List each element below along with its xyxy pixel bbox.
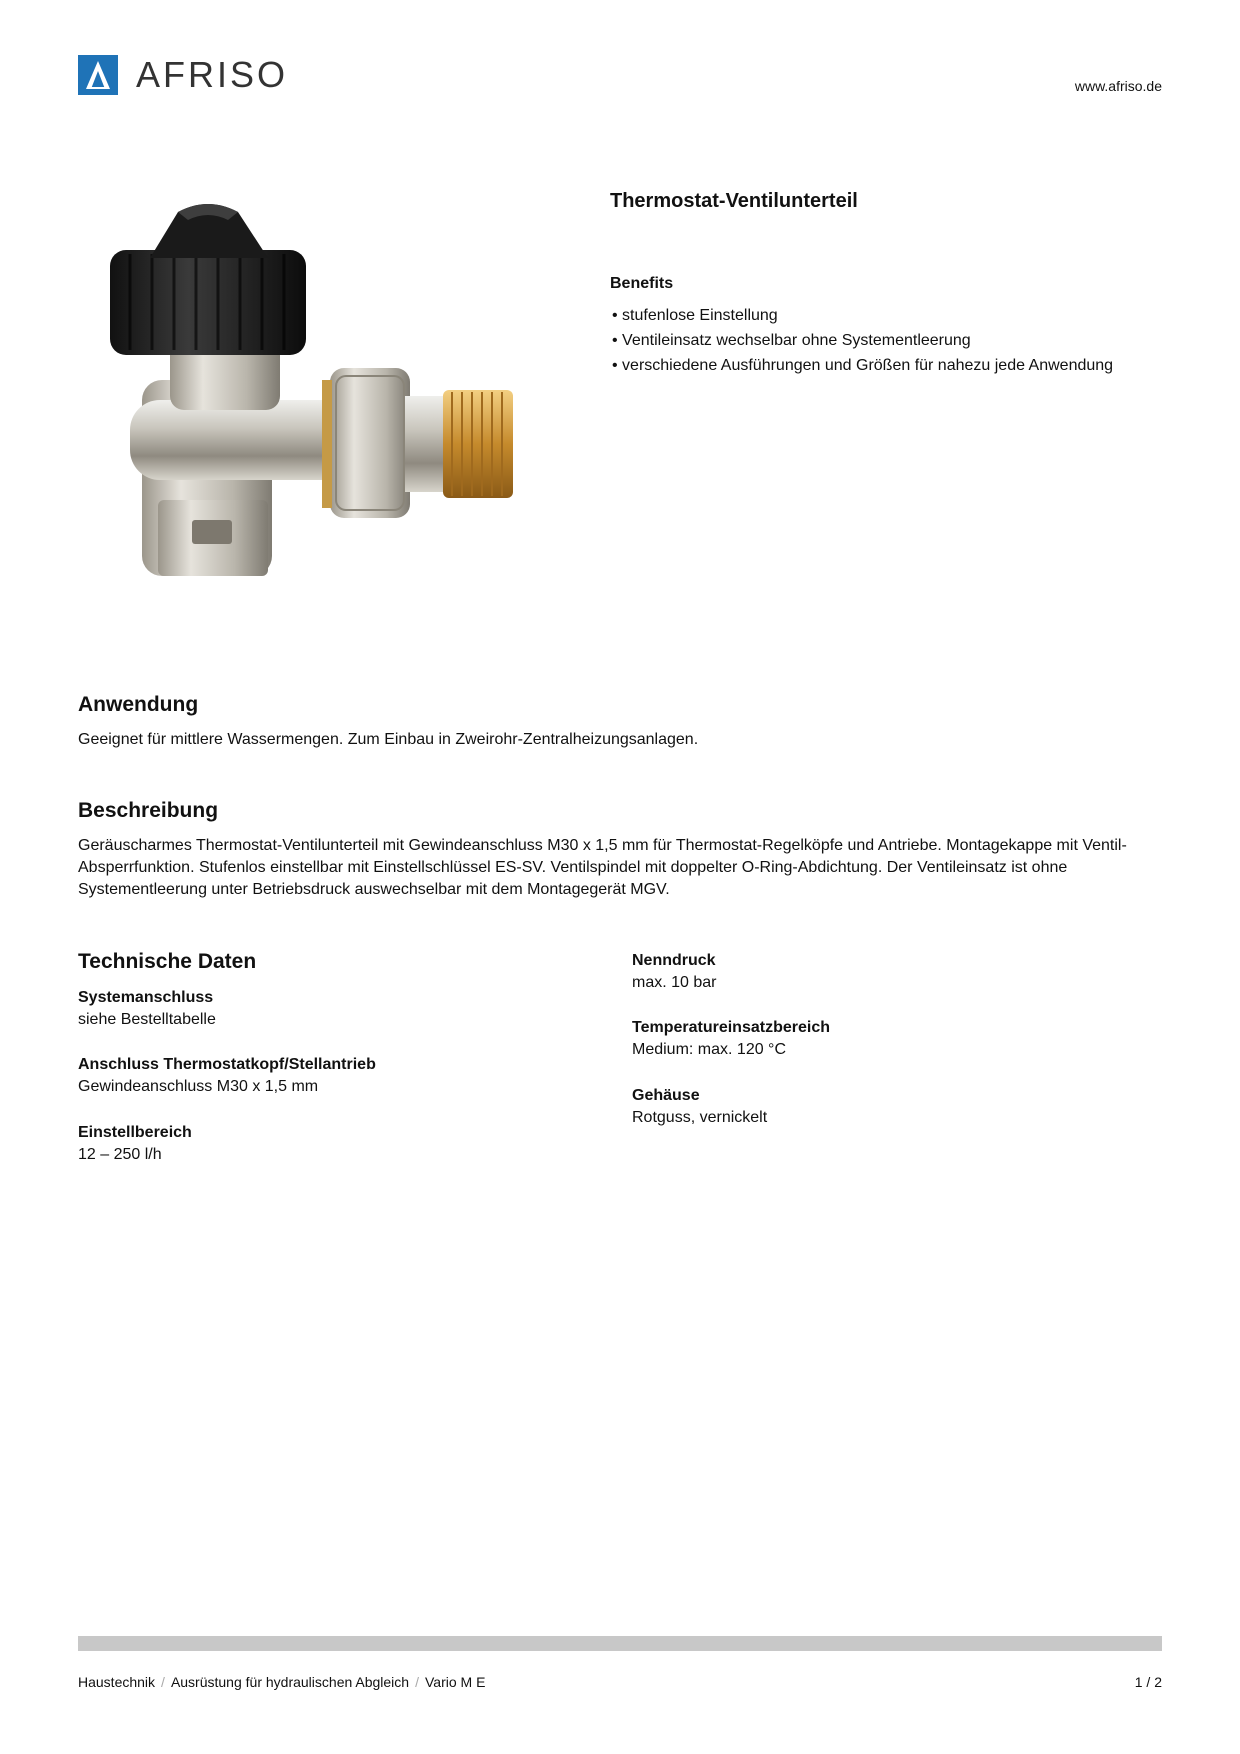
- product-photo: [100, 200, 540, 600]
- page-number: 1 / 2: [1134, 1674, 1162, 1690]
- spec-label: Anschluss Thermostatkopf/Stellantrieb: [78, 1056, 376, 1073]
- spec-value: max. 10 bar: [632, 974, 717, 991]
- spec-anschluss-thermostatkopf: [78, 1054, 376, 1098]
- anwendung-heading: Anwendung: [78, 693, 199, 716]
- beschreibung-heading: Beschreibung: [78, 799, 219, 822]
- breadcrumb-separator: /: [415, 1674, 419, 1690]
- spec-value: siehe Bestelltabelle: [78, 1011, 216, 1028]
- spec-temperatureinsatzbereich: [632, 1017, 830, 1061]
- spec-label: Systemanschluss: [78, 989, 214, 1006]
- website-url[interactable]: www.afriso.de: [1074, 78, 1162, 94]
- breadcrumb: [78, 1674, 485, 1690]
- benefits-list: [612, 303, 1113, 378]
- spec-label: Temperatureinsatzbereich: [632, 1019, 830, 1036]
- logo-wordmark: AFRISO: [136, 54, 289, 95]
- spec-gehaeuse: [632, 1085, 767, 1129]
- anwendung-text: Geeignet für mittlere Wassermengen. Zum Einbau in Zweirohr-Zentralheizungsanlagen.: [78, 731, 699, 748]
- spec-value: Gewindeanschluss M30 x 1,5 mm: [78, 1078, 319, 1095]
- spec-value: Rotguss, vernickelt: [632, 1109, 768, 1126]
- technische-daten-heading: Technische Daten: [78, 950, 257, 973]
- afriso-logo-mark-icon: [78, 55, 118, 95]
- spec-einstellbereich: [78, 1122, 192, 1166]
- benefits-heading: Benefits: [610, 275, 674, 292]
- breadcrumb-item-haustechnik[interactable]: Haustechnik: [78, 1674, 156, 1690]
- benefit-item: • Ventileinsatz wechselbar ohne Systementleerung: [612, 328, 1113, 353]
- breadcrumb-item-vario-m-e[interactable]: Vario M E: [424, 1674, 486, 1690]
- product-title: Thermostat-Ventilunterteil: [610, 190, 858, 212]
- breadcrumb-separator: /: [161, 1674, 165, 1690]
- spec-value: 12 – 250 l/h: [78, 1146, 162, 1163]
- breadcrumb-item-ausruestung[interactable]: Ausrüstung für hydraulischen Abgleich: [170, 1674, 410, 1690]
- benefit-item: • verschiedene Ausführungen und Größen für nahezu jede Anwendung: [612, 353, 1113, 378]
- beschreibung-text: Geräuscharmes Thermostat-Ventilunterteil mit Gewindeanschluss M30 x 1,5 mm für Thermostat-Regelköpfe und Antriebe. Montagekappe mit Ventil-Absperrfunktion. Stufenlos einstellbar mit Einstellschlüssel ES-SV. Ventilspindel mit doppelter O-Ring-Abdichtung. Der Ventileinsatz ist ohne Systementleerung unter Betriebsdruck auswechselbar mit dem Montagegerät MGV.: [78, 837, 1127, 898]
- spec-label: Nenndruck: [632, 952, 716, 969]
- spec-nenndruck: [632, 950, 716, 994]
- footer-divider-bar: [78, 1636, 1162, 1651]
- afriso-logo: [78, 54, 288, 96]
- benefit-item: • stufenlose Einstellung: [612, 303, 1113, 328]
- spec-systemanschluss: [78, 987, 216, 1031]
- spec-label: Gehäuse: [632, 1087, 700, 1104]
- spec-value: Medium: max. 120 °C: [632, 1041, 787, 1058]
- spec-label: Einstellbereich: [78, 1124, 192, 1141]
